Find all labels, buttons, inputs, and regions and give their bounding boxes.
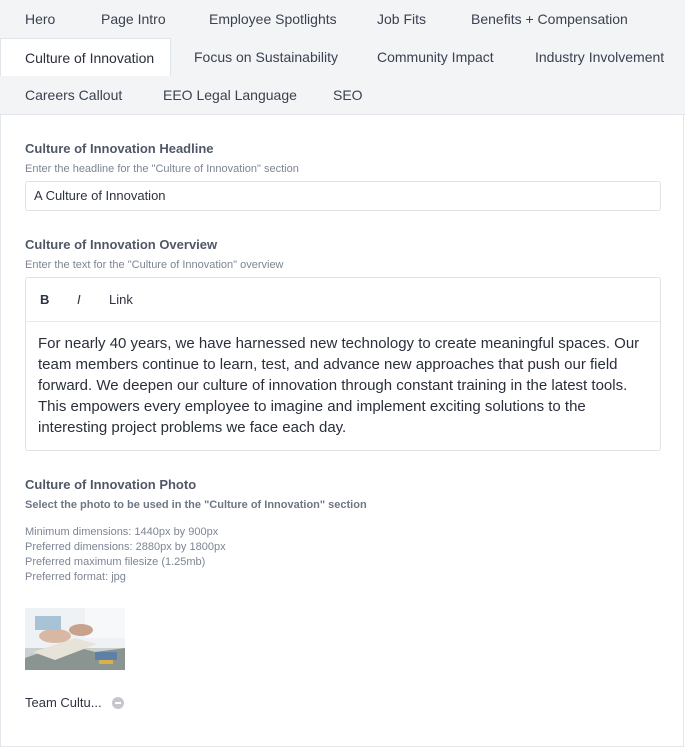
section-tabs (0, 0, 685, 115)
photo-spec-format: Preferred format: jpg (25, 571, 126, 583)
link-button[interactable]: Link (109, 292, 133, 307)
editor-toolbar (26, 278, 660, 322)
tab-eeo-legal-language[interactable]: EEO Legal Language (163, 87, 297, 103)
italic-button[interactable]: I (77, 292, 81, 307)
tab-job-fits[interactable]: Job Fits (377, 11, 427, 27)
tab-hero[interactable]: Hero (25, 11, 56, 27)
photo-file-name: Team Cultu... (25, 695, 102, 710)
overview-text-area[interactable]: For nearly 40 years, we have harnessed new technology to create meaningful spaces. Our team members continue to learn, test, and advance new approaches that push our field forward. We deepen our culture of innovation through constant training in the latest tools. This empowers every employee to imagine and implement exciting solutions to the interesting project problems we face each day. (38, 335, 640, 436)
photo-title: Culture of Innovation Photo (25, 477, 197, 492)
overview-rich-text-editor[interactable] (25, 277, 661, 451)
tab-community-impact[interactable]: Community Impact (377, 49, 494, 65)
headline-title: Culture of Innovation Headline (25, 141, 214, 156)
tab-industry-involvement[interactable]: Industry Involvement (535, 49, 665, 65)
photo-help-text: Select the photo to be used in the "Culture of Innovation" section (25, 499, 367, 511)
remove-photo-icon[interactable] (112, 697, 124, 709)
bold-button[interactable]: B (40, 292, 50, 307)
photo-thumbnail-image (25, 608, 125, 670)
tab-seo[interactable]: SEO (333, 87, 363, 103)
photo-spec-max-filesize: Preferred maximum filesize (1.25mb) (25, 556, 206, 568)
overview-title: Culture of Innovation Overview (25, 237, 218, 252)
photo-spec-min-dimensions: Minimum dimensions: 1440px by 900px (25, 526, 219, 538)
tab-focus-on-sustainability[interactable]: Focus on Sustainability (194, 49, 338, 65)
tab-culture-of-innovation[interactable]: Culture of Innovation (0, 38, 171, 76)
photo-thumbnail[interactable] (25, 608, 125, 670)
tab-employee-spotlights[interactable]: Employee Spotlights (209, 11, 337, 27)
photo-spec-preferred-dimensions: Preferred dimensions: 2880px by 1800px (25, 541, 226, 553)
tab-page-intro[interactable]: Page Intro (101, 11, 166, 27)
overview-help-text: Enter the text for the "Culture of Innovation" overview (25, 259, 284, 271)
headline-help-text: Enter the headline for the "Culture of Innovation" section (25, 163, 299, 175)
headline-input[interactable]: A Culture of Innovation (25, 181, 661, 211)
tab-careers-callout[interactable]: Careers Callout (25, 87, 123, 103)
tab-benefits-compensation[interactable]: Benefits + Compensation (471, 11, 628, 27)
